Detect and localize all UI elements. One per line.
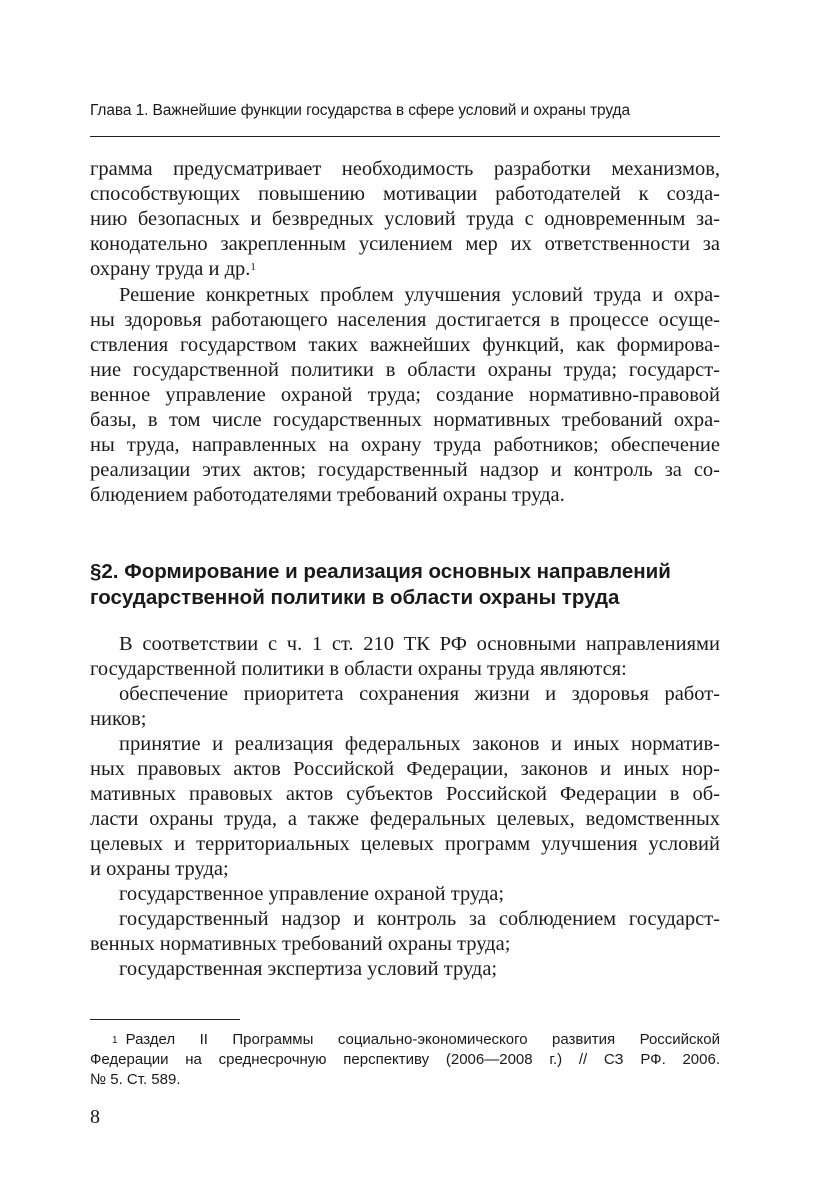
header-rule [90,136,720,137]
list-item-line: принятие и реализация федеральных законов и иных норматив- [119,733,720,755]
text-line: грамма предусматривает необходимость разработки механизмов, [90,158,720,180]
footnote [90,1030,720,1090]
text-line: базы, в том числе государственных нормативных требований охра- [90,409,720,431]
section-heading-line: государственной политики в области охраны труда [90,586,620,609]
text-line: Решение конкретных проблем улучшения условий труда и охра- [119,284,720,306]
text-line: блюдением работодателями требований охраны труда. [90,484,565,506]
text-line: ны здоровья работающего населения достигается в процессе осуще- [90,309,720,331]
section-heading-line: §2. Формирование и реализация основных направлений [90,560,671,583]
paragraph-functions [90,283,720,508]
footnote-rule [90,1019,240,1020]
text-line-content: охрану труда и др. [90,258,251,280]
list-item-line: обеспечение приоритета сохранения жизни и здоровья работ- [119,683,720,705]
text-line: способствующих повышению мотивации работодателей к созда- [90,183,720,205]
paragraph-continuation [90,157,720,282]
list-item-line: государственное управление охраной труда; [119,883,505,905]
list-item-line: государственная экспертиза условий труда; [119,958,498,980]
list-item-line: венных нормативных требований охраны труда; [90,933,511,955]
list-item-line: целевых и территориальных целевых программ улучшения условий [90,833,720,855]
list-item-line: ных правовых актов Российской Федерации, законов и иных нор- [90,758,720,780]
footnote-line: Федерации на среднесрочную перспективу (2006—2008 г.) // СЗ РФ. 2006. [90,1051,720,1068]
list-item-line: государственный надзор и контроль за соблюдением государст- [119,908,720,930]
page-number: 8 [90,1106,100,1128]
text-line: реализации этих актов; государственный надзор и контроль за со- [90,459,720,481]
footnote-marker: 1 [112,1035,118,1046]
section-heading [90,559,730,611]
text-line: ствления государством таких важнейших функций, как формирова- [90,334,720,356]
text-line: нию безопасных и безвредных условий труда с одновременным за- [90,208,720,230]
list-item-line: и охраны труда; [90,858,229,880]
text-line: ны труда, направленных на охрану труда работников; обеспечение [90,434,720,456]
text-line: государственной политики в области охраны труда являются: [90,658,627,680]
footnote-text: Раздел II Программы социально-экономического развития Российской [125,1031,720,1048]
footnote-reference[interactable]: 1 [250,261,256,273]
footnote-line [90,1030,720,1050]
text-line: ние государственной политики в области охраны труда; государст- [90,359,720,381]
text-line: конодательно закрепленным усилением мер их ответственности за [90,233,720,255]
text-line: В соответствии с ч. 1 ст. 210 ТК РФ основными направлениями [119,633,720,655]
list-item-line: мативных правовых актов субъектов Российской Федерации в об- [90,783,720,805]
paragraph-directions [90,632,720,982]
footnote-line: № 5. Ст. 589. [90,1071,181,1088]
list-item-line: ников; [90,708,147,730]
list-item-line: ласти охраны труда, а также федеральных целевых, ведомственных [90,808,720,830]
running-head: Глава 1. Важнейшие функции государства в сфере условий и охраны труда [90,102,630,119]
text-line: венное управление охраной труда; создание нормативно-правовой [90,384,720,406]
text-line [90,257,720,282]
